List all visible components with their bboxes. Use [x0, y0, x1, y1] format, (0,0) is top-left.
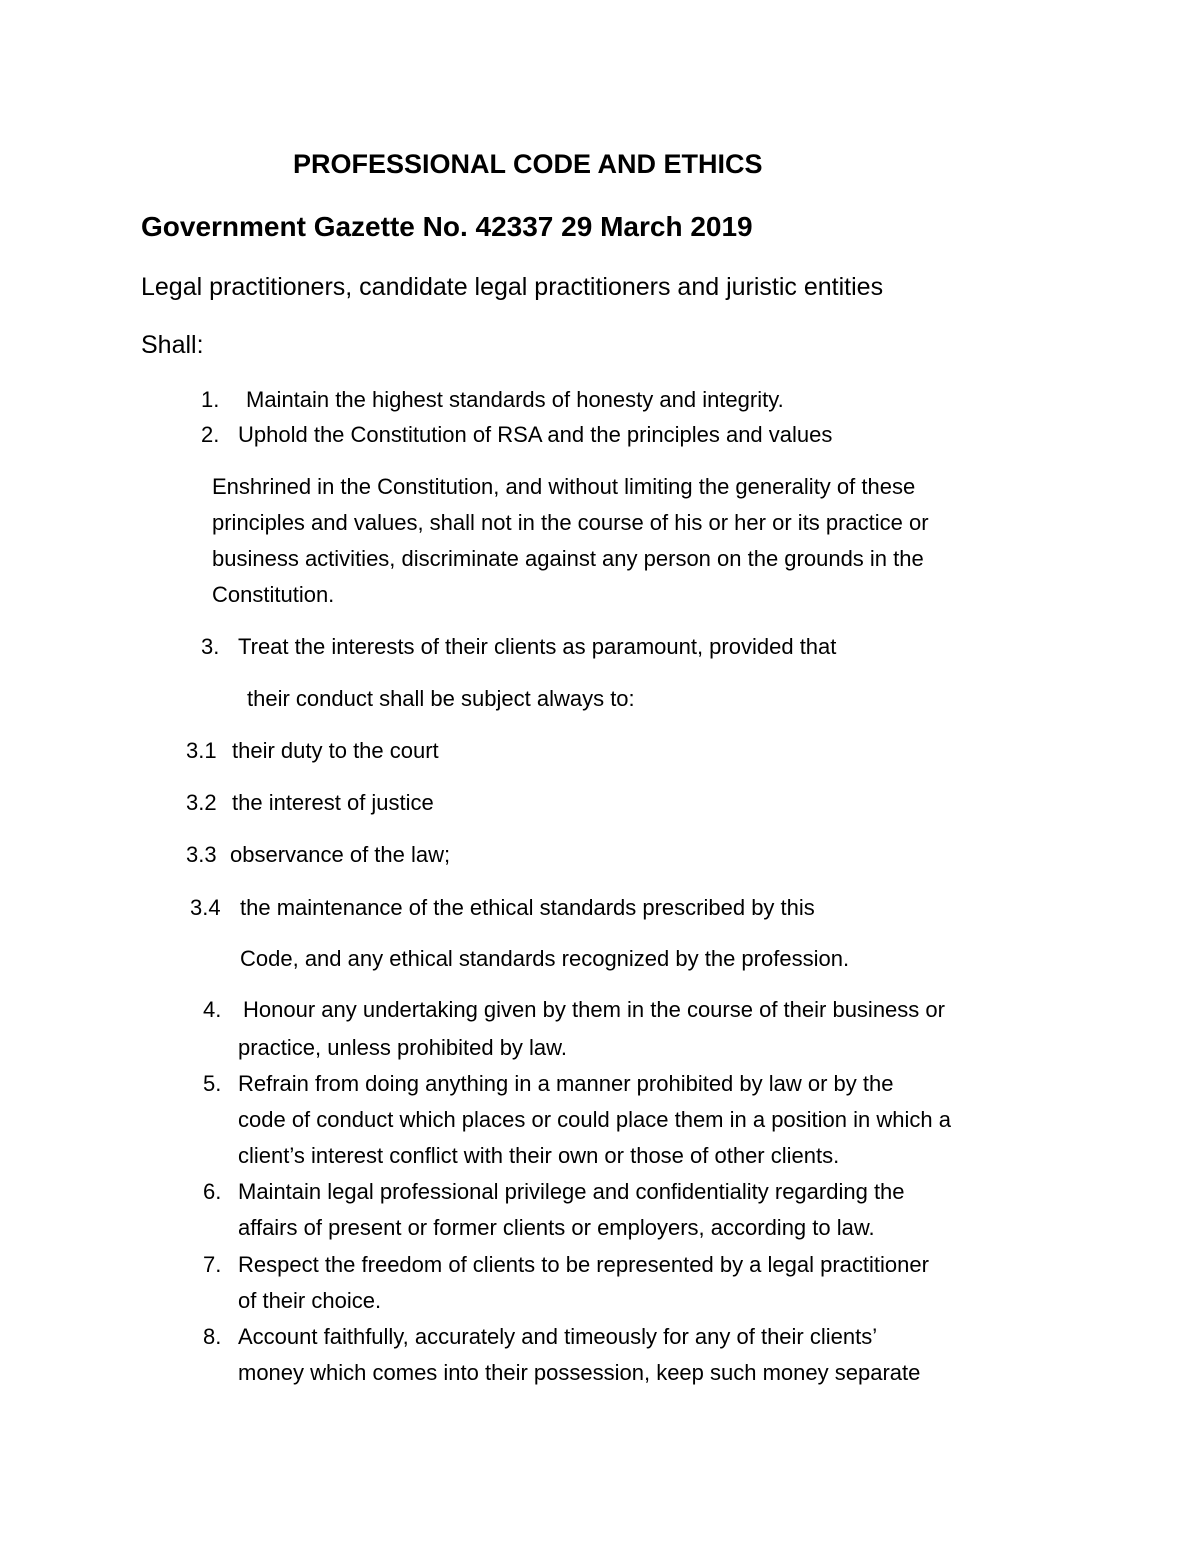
item-text: Uphold the Constitution of RSA and the principles and values [238, 422, 833, 447]
shall-label: Shall: [141, 331, 204, 359]
item-number: 3. [201, 634, 220, 659]
item-continuation-line: principles and values, shall not in the course of his or her or its practice or [212, 510, 929, 535]
subitem-text: the interest of justice [232, 790, 434, 815]
subitem-number: 3.3 [186, 842, 217, 867]
subitem-number: 3.4 [190, 895, 221, 920]
subitem-text: the maintenance of the ethical standards prescribed by this [240, 895, 815, 920]
item-text: Respect the freedom of clients to be represented by a legal practitioner [238, 1252, 929, 1277]
subitem-number: 3.2 [186, 790, 217, 815]
item-number: 8. [203, 1324, 222, 1349]
subitem-continuation-line: Code, and any ethical standards recognized by the profession. [240, 946, 850, 971]
item-continuation-line: Enshrined in the Constitution, and without limiting the generality of these [212, 474, 916, 499]
item-text: of their choice. [238, 1288, 382, 1313]
item-text: Honour any undertaking given by them in the course of their business or [243, 997, 945, 1022]
subitem-number: 3.1 [186, 738, 217, 763]
item-text: affairs of present or former clients or employers, according to law. [238, 1215, 875, 1240]
item-continuation-line: their conduct shall be subject always to: [247, 686, 635, 711]
item-number: 1. [201, 387, 220, 412]
document-title: PROFESSIONAL CODE AND ETHICS [293, 149, 763, 179]
item-text: client’s interest conflict with their own or those of other clients. [238, 1143, 840, 1168]
item-number: 2. [201, 422, 220, 447]
subitem-text: their duty to the court [232, 738, 439, 763]
item-text: code of conduct which places or could place them in a position in which a [238, 1107, 951, 1132]
item-number: 4. [203, 997, 222, 1022]
item-text: Account faithfully, accurately and timeously for any of their clients’ [238, 1324, 878, 1349]
item-number: 6. [203, 1179, 222, 1204]
subitem-text: observance of the law; [230, 842, 451, 867]
intro-text: Legal practitioners, candidate legal practitioners and juristic entities [141, 273, 884, 301]
item-text: Maintain the highest standards of honesty and integrity. [246, 387, 784, 412]
item-continuation-line: business activities, discriminate against any person on the grounds in the [212, 546, 924, 571]
gazette-reference: Government Gazette No. 42337 29 March 2019 [141, 211, 753, 242]
item-text: Maintain legal professional privilege and confidentiality regarding the [238, 1179, 905, 1204]
item-text: practice, unless prohibited by law. [238, 1035, 567, 1060]
item-text: Treat the interests of their clients as paramount, provided that [238, 634, 837, 659]
item-text: Refrain from doing anything in a manner prohibited by law or by the [238, 1071, 894, 1096]
item-number: 5. [203, 1071, 222, 1096]
item-number: 7. [203, 1252, 222, 1277]
item-text: money which comes into their possession, keep such money separate [238, 1360, 921, 1385]
item-continuation-line: Constitution. [212, 582, 335, 607]
